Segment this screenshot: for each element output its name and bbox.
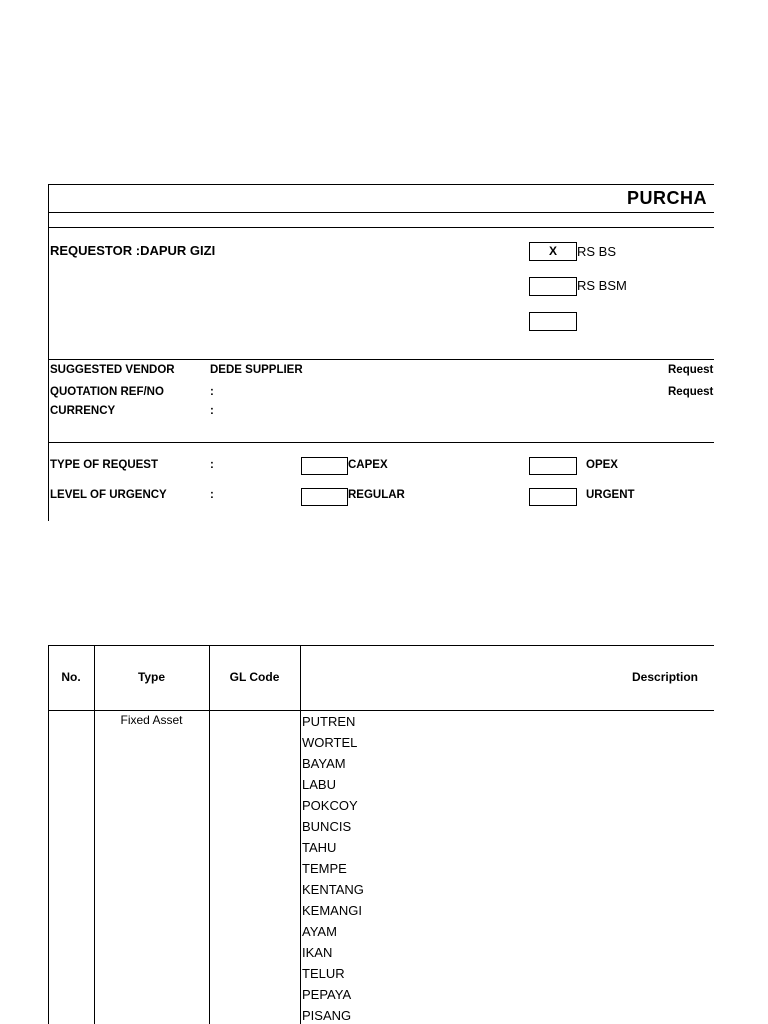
list-item: TAHU bbox=[302, 840, 337, 855]
vendor-top-border bbox=[48, 359, 714, 360]
list-item: PEPAYA bbox=[302, 987, 352, 1002]
type-cell: Fixed Asset bbox=[120, 713, 183, 727]
vendor-label: SUGGESTED VENDOR bbox=[50, 364, 175, 376]
list-item: LABU bbox=[302, 777, 336, 792]
vendor-value: DEDE SUPPLIER bbox=[210, 364, 303, 376]
type-of-request-label: TYPE OF REQUEST bbox=[50, 459, 158, 471]
list-item: POKCOY bbox=[302, 798, 358, 813]
table-col-border-3 bbox=[300, 645, 301, 1024]
list-item: BUNCIS bbox=[302, 819, 352, 834]
list-item: PUTREN bbox=[302, 714, 356, 729]
type-of-request-separator: : bbox=[210, 459, 214, 471]
request-type-top-border bbox=[48, 442, 714, 443]
table-col-border-1 bbox=[94, 645, 95, 1024]
request-label-1: Request bbox=[668, 364, 714, 376]
currency-label: CURRENCY bbox=[50, 405, 116, 417]
request-label-2: Request bbox=[668, 386, 714, 398]
list-item: AYAM bbox=[302, 924, 337, 939]
list-item: TELUR bbox=[302, 966, 345, 981]
location-label-rs-bsm: RS BSM bbox=[577, 278, 627, 293]
urgency-separator: : bbox=[210, 489, 214, 501]
list-item: TEMPE bbox=[302, 861, 347, 876]
requestor-label: REQUESTOR : bbox=[50, 243, 141, 258]
list-item: KEMANGI bbox=[302, 903, 362, 918]
header-no: No. bbox=[61, 670, 81, 684]
form-title: PURCHA bbox=[627, 188, 708, 208]
title-bottom-border bbox=[48, 212, 714, 213]
header-description: Description bbox=[632, 670, 699, 684]
opex-checkbox[interactable] bbox=[529, 457, 577, 475]
capex-checkbox[interactable] bbox=[301, 457, 348, 475]
location-label-rs-bs: RS BS bbox=[577, 244, 617, 259]
currency-separator: : bbox=[210, 405, 214, 417]
list-item: BAYAM bbox=[302, 756, 346, 771]
capex-label: CAPEX bbox=[348, 459, 388, 471]
header-gl-code: GL Code bbox=[229, 670, 280, 684]
location-checkbox-rs-bsm[interactable] bbox=[529, 277, 577, 296]
header-type: Type bbox=[137, 670, 166, 684]
opex-label: OPEX bbox=[586, 459, 618, 471]
requestor-value: DAPUR GIZI bbox=[140, 243, 216, 258]
requestor-top-border bbox=[48, 227, 714, 228]
urgent-label: URGENT bbox=[586, 489, 635, 501]
table-col-border-0 bbox=[48, 645, 49, 1024]
form-left-border bbox=[48, 184, 49, 521]
location-checkbox-other[interactable] bbox=[529, 312, 577, 331]
table-header-bottom-border bbox=[48, 710, 714, 711]
requestor-row bbox=[50, 243, 215, 258]
location-checkbox-rs-bs[interactable]: X bbox=[529, 242, 577, 261]
table-top-border bbox=[48, 645, 714, 646]
list-item: KENTANG bbox=[302, 882, 364, 897]
urgent-checkbox[interactable] bbox=[529, 488, 577, 506]
list-item: PISANG bbox=[302, 1008, 352, 1023]
table-col-border-2 bbox=[209, 645, 210, 1024]
regular-label: REGULAR bbox=[348, 489, 405, 501]
list-item: WORTEL bbox=[302, 735, 358, 750]
quotation-label: QUOTATION REF/NO bbox=[50, 386, 164, 398]
regular-checkbox[interactable] bbox=[301, 488, 348, 506]
urgency-label: LEVEL OF URGENCY bbox=[50, 489, 167, 501]
quotation-separator: : bbox=[210, 386, 214, 398]
form-top-border bbox=[48, 184, 714, 185]
list-item: IKAN bbox=[302, 945, 333, 960]
